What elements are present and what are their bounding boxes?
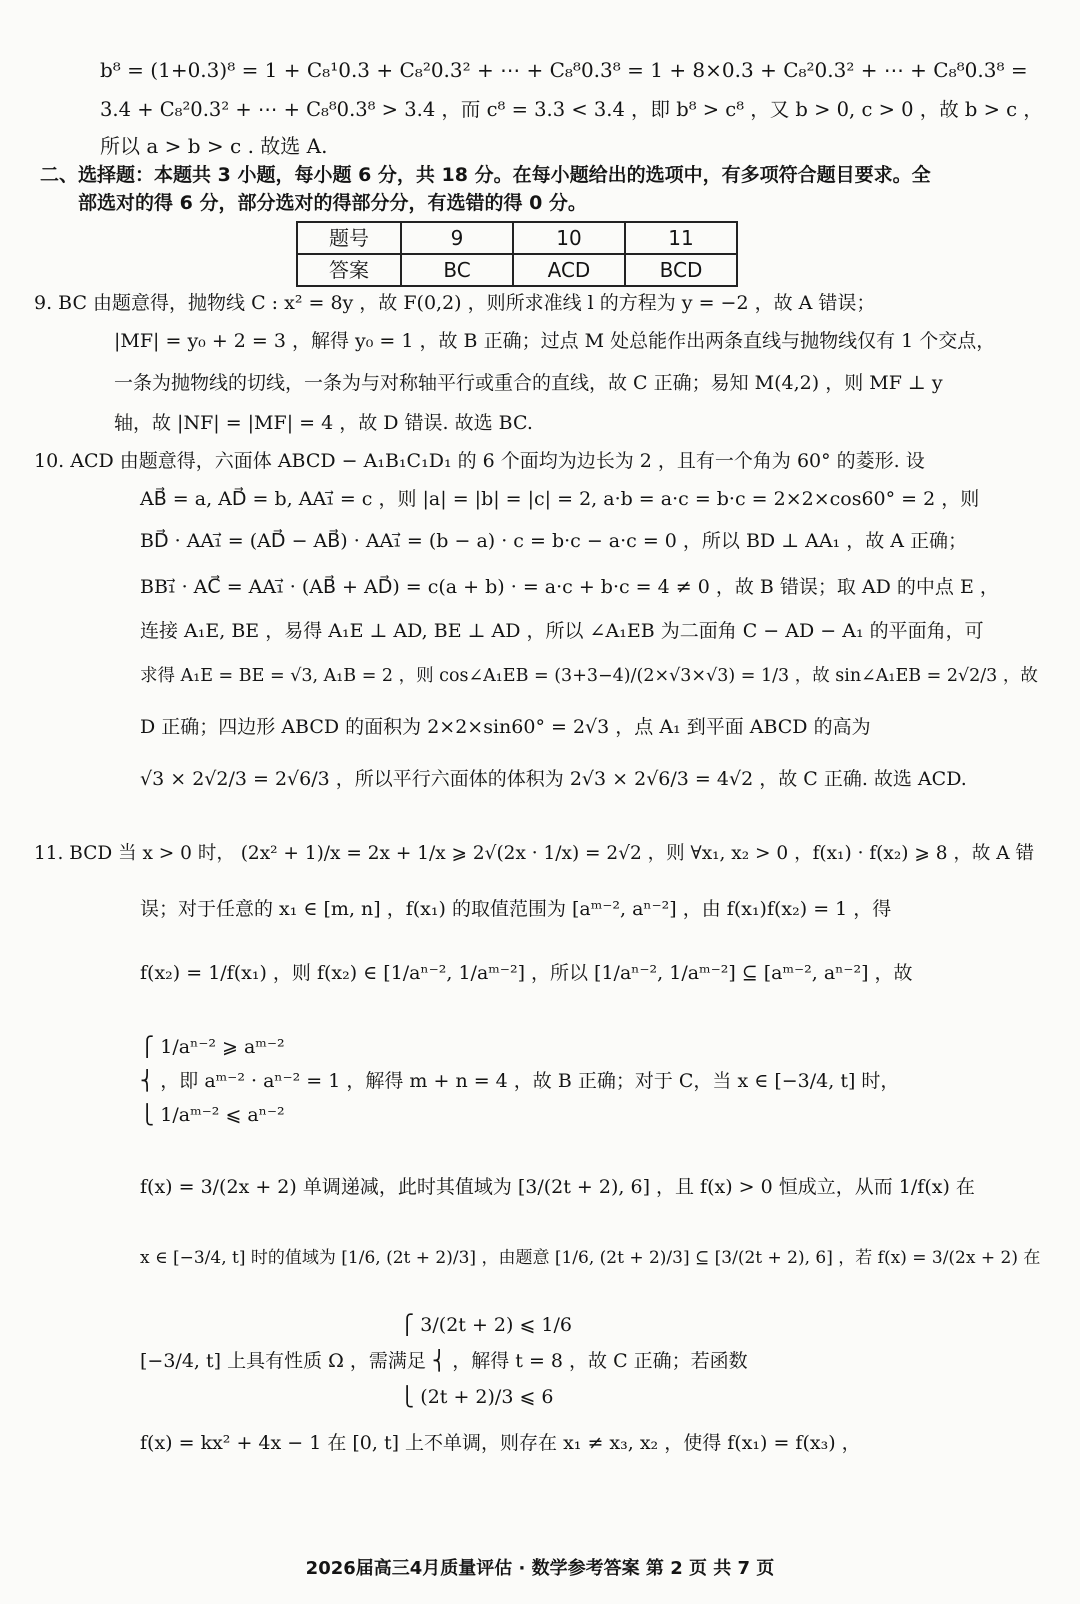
q9-line-2: |MF| = y₀ + 2 = 3 ，解得 y₀ = 1 ，故 B 正确；过点 M 处总能作出两条直线与抛物线仅有 1 个交点， — [114, 330, 996, 352]
q11-system-2-bottom: ⎩ (2t + 2)/3 ⩽ 6 — [400, 1386, 554, 1408]
q10-line-2: AB⃗ = a, AD⃗ = b, AA₁⃗ = c ，则 |a| = |b| = |c| = 2, a·b = a·c = b·c = 2×2×cos60° = 2 ，则 — [140, 488, 980, 510]
q9-line-1: 9. BC 由题意得，抛物线 C : x² = 8y ，故 F(0,2) ，则所求准线 l 的方程为 y = −2 ，故 A 错误； — [34, 292, 876, 314]
q10-line-5: 连接 A₁E, BE ，易得 A₁E ⊥ AD, BE ⊥ AD ，所以 ∠A₁EB 为二面角 C − AD − A₁ 的平面角，可 — [140, 620, 984, 642]
q10-line-8: √3 × 2√2/3 = 2√6/3 ，所以平行六面体的体积为 2√3 × 2√6/3 = 4√2 ，故 C 正确. 故选 ACD. — [140, 768, 967, 790]
q10-line-4: BB₁⃗ · AC⃗ = AA₁⃗ · (AB⃗ + AD⃗) = c(a + b) · = a·c + b·c = 4 ≠ 0 ，故 B 错误；取 AD 的中点 E ， — [140, 576, 999, 598]
table-cell: 9 — [401, 222, 513, 254]
q11-line-6: x ∈ [−3/4, t] 时的值域为 [1/6, (2t + 2)/3] ，由题意 [1/6, (2t + 2)/3] ⊆ [3/(2t + 2), 6] ，若 f(x) = 3/(2x + 2) 在 — [140, 1248, 1041, 1268]
q9-line-4: 轴，故 |NF| = |MF| = 4 ，故 D 错误. 故选 BC. — [114, 412, 533, 434]
page-footer: 2026届高三4月质量评估 · 数学参考答案 第 2 页 共 7 页 — [305, 1558, 775, 1579]
table-cell: 11 — [625, 222, 737, 254]
q11-line-7: [−3/4, t] 上具有性质 Ω ，需满足 ⎨ ，解得 t = 8 ，故 C 正确；若函数 — [140, 1350, 748, 1372]
q11-system-1-top: ⎧ 1/aⁿ⁻² ⩾ aᵐ⁻² — [140, 1036, 285, 1058]
q10-line-3: BD⃗ · AA₁⃗ = (AD⃗ − AB⃗) · AA₁⃗ = (b − a) · c = b·c − a·c = 0 ，所以 BD ⊥ AA₁ ，故 A 正确； — [140, 530, 968, 552]
q11-line-3: f(x₂) = 1/f(x₁) ，则 f(x₂) ∈ [1/aⁿ⁻², 1/aᵐ⁻²] ，所以 [1/aⁿ⁻², 1/aᵐ⁻²] ⊆ [aᵐ⁻², aⁿ⁻²] ，故 — [140, 962, 913, 984]
table-row — [297, 254, 737, 286]
q10-line-6: 求得 A₁E = BE = √3, A₁B = 2 ，则 cos∠A₁EB = (3+3−4)/(2×√3×√3) = 1/3 ，故 sin∠A₁EB = 2√2/3 ，故 — [140, 666, 1038, 686]
answer-table — [296, 221, 738, 287]
q11-line-5: f(x) = 3/(2x + 2) 单调递减，此时其值域为 [3/(2t + 2), 6] ，且 f(x) > 0 恒成立，从而 1/f(x) 在 — [140, 1176, 975, 1198]
prev-line-2: 3.4 + C₈²0.3² + ⋯ + C₈⁸0.3⁸ > 3.4 ，而 c⁸ = 3.3 < 3.4 ，即 b⁸ > c⁸ ，又 b > 0, c > 0 ，故 b > c ， — [100, 98, 1043, 121]
q11-system-2-top: ⎧ 3/(2t + 2) ⩽ 1/6 — [400, 1314, 572, 1336]
table-cell: BCD — [625, 254, 737, 286]
q9-line-3: 一条为抛物线的切线，一条为与对称轴平行或重合的直线，故 C 正确；易知 M(4,2) ，则 MF ⊥ y — [114, 372, 943, 394]
table-cell: 答案 — [297, 254, 401, 286]
q10-line-1: 10. ACD 由题意得，六面体 ABCD − A₁B₁C₁D₁ 的 6 个面均为边长为 2 ，且有一个角为 60° 的菱形. 设 — [34, 450, 925, 472]
table-cell: BC — [401, 254, 513, 286]
q11-line-2: 误；对于任意的 x₁ ∈ [m, n] ，f(x₁) 的取值范围为 [aᵐ⁻², aⁿ⁻²] ，由 f(x₁)f(x₂) = 1 ，得 — [140, 898, 892, 920]
prev-line-1: b⁸ = (1+0.3)⁸ = 1 + C₈¹0.3 + C₈²0.3² + ⋯ + C₈⁸0.3⁸ = 1 + 8×0.3 + C₈²0.3² + ⋯ + C₈⁸0.3⁸ = — [100, 58, 1028, 82]
q11-system-1-bottom: ⎩ 1/aᵐ⁻² ⩽ aⁿ⁻² — [140, 1104, 285, 1126]
q10-line-7: D 正确；四边形 ABCD 的面积为 2×2×sin60° = 2√3 ，点 A₁ 到平面 ABCD 的高为 — [140, 716, 871, 738]
section-heading: 二、选择题：本题共 3 小题，每小题 6 分，共 18 分。在每小题给出的选项中，有多项符合题目要求。全 — [40, 164, 931, 186]
q11-line-4: ⎨ ，即 aᵐ⁻² · aⁿ⁻² = 1 ，解得 m + n = 4 ，故 B 正确；对于 C，当 x ∈ [−3/4, t] 时， — [140, 1070, 900, 1092]
table-cell: ACD — [513, 254, 625, 286]
table-row — [297, 222, 737, 254]
prev-line-3: 所以 a > b > c . 故选 A. — [100, 134, 328, 158]
table-cell: 10 — [513, 222, 625, 254]
table-cell: 题号 — [297, 222, 401, 254]
q11-line-1: 11. BCD 当 x > 0 时， (2x² + 1)/x = 2x + 1/x ⩾ 2√(2x · 1/x) = 2√2 ，则 ∀x₁, x₂ > 0 ，f(x₁) · f(x₂) ⩾ 8 ，故 A 错 — [34, 843, 1035, 864]
section-heading-cont: 部选对的得 6 分，部分选对的得部分分，有选错的得 0 分。 — [78, 192, 587, 214]
q11-line-8: f(x) = kx² + 4x − 1 在 [0, t] 上不单调，则存在 x₁ ≠ x₃, x₂ ，使得 f(x₁) = f(x₃) ， — [140, 1432, 861, 1454]
